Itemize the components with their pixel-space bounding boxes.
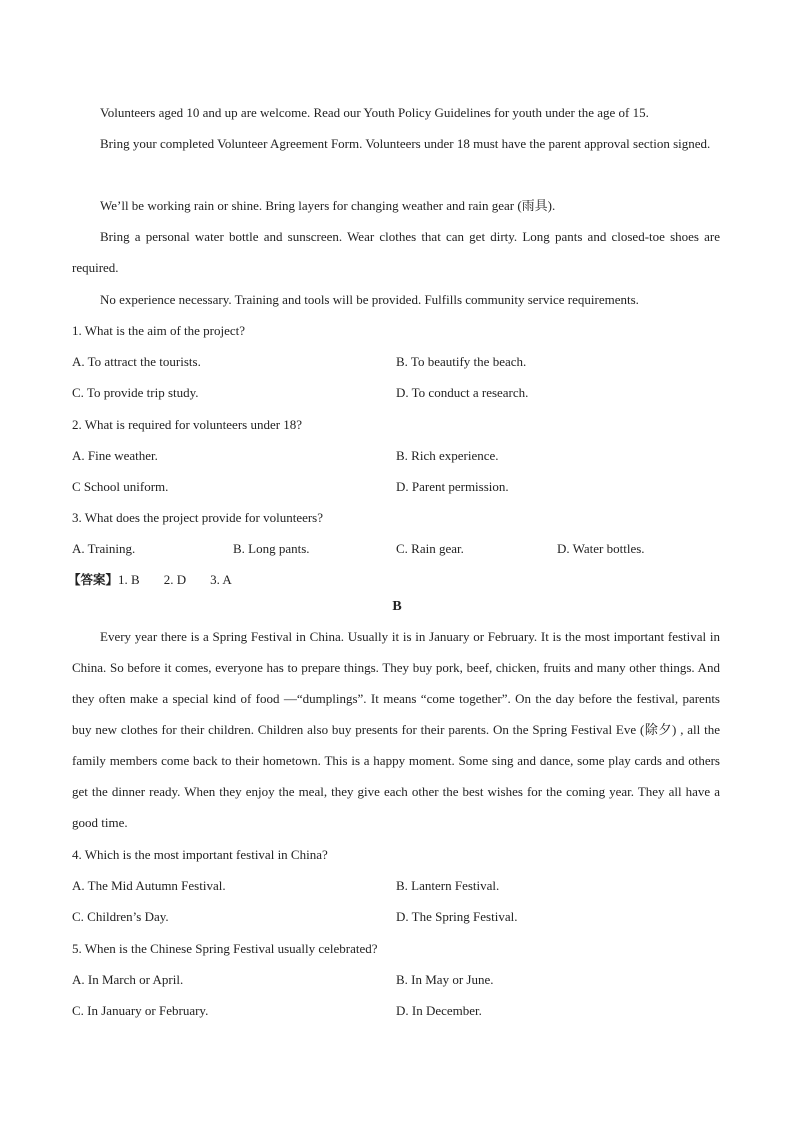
- answer-3: 3. A: [210, 572, 232, 587]
- answer-key: [68, 571, 232, 589]
- question-3-option-a: A. Training.: [72, 541, 136, 556]
- question-1-option-c: C. To provide trip study.: [72, 385, 199, 400]
- question-5-option-c: C. In January or February.: [72, 1003, 209, 1018]
- question-3: 3. What does the project provide for volunteers?: [72, 510, 324, 525]
- question-2-option-b: B. Rich experience.: [396, 448, 499, 463]
- passage-a-paragraph-5: No experience necessary. Training and tools will be provided. Fulfills community service requirements.: [100, 292, 639, 307]
- question-5-option-d: D. In December.: [396, 1003, 482, 1018]
- question-3-option-d: D. Water bottles.: [557, 541, 645, 556]
- question-4-option-c: C. Children’s Day.: [72, 909, 169, 924]
- passage-a-paragraph-1: Volunteers aged 10 and up are welcome. Read our Youth Policy Guidelines for youth under the age of 15.: [100, 105, 649, 120]
- passage-a-paragraph-3: We’ll be working rain or shine. Bring layers for changing weather and rain gear (雨具).: [100, 198, 556, 213]
- question-1-option-b: B. To beautify the beach.: [396, 354, 527, 369]
- question-4-option-a: A. The Mid Autumn Festival.: [72, 878, 226, 893]
- question-3-option-b: B. Long pants.: [233, 541, 310, 556]
- question-1: 1. What is the aim of the project?: [72, 323, 246, 338]
- answer-key-label: 【答案】: [68, 572, 119, 587]
- passage-a-paragraph-4: Bring a personal water bottle and sunscreen. Wear clothes that can get dirty. Long pants and closed-toe shoes are required.: [72, 229, 720, 275]
- answer-2: 2. D: [163, 572, 187, 587]
- question-5: 5. When is the Chinese Spring Festival usually celebrated?: [72, 941, 378, 956]
- question-1-option-a: A. To attract the tourists.: [72, 354, 201, 369]
- question-4-option-b: B. Lantern Festival.: [396, 878, 500, 893]
- question-2-option-a: A. Fine weather.: [72, 448, 158, 463]
- section-b-heading: B: [392, 599, 402, 614]
- question-4-option-d: D. The Spring Festival.: [396, 909, 518, 924]
- passage-a-paragraph-2: Bring your completed Volunteer Agreement Form. Volunteers under 18 must have the parent approval section signed.: [100, 136, 711, 151]
- question-4: 4. Which is the most important festival in China?: [72, 847, 328, 862]
- question-5-option-a: A. In March or April.: [72, 972, 184, 987]
- question-3-option-c: C. Rain gear.: [396, 541, 464, 556]
- answer-1: 1. B: [118, 572, 140, 587]
- question-2-option-d: D. Parent permission.: [396, 479, 509, 494]
- question-2: 2. What is required for volunteers under 18?: [72, 417, 303, 432]
- question-1-option-d: D. To conduct a research.: [396, 385, 529, 400]
- section-b-passage: Every year there is a Spring Festival in China. Usually it is in January or February. It is the most important festival in China. So before it comes, everyone has to prepare things. They buy pork, beef, chicken, fruits and many other things. And they often make a special kind of food —“dumplings”. It means “come together”. On the day before the festival, parents buy new clothes for their children. Children also buy presents for their parents. On the Spring Festival Eve (除夕) , all the family members come back to their hometown. This is a happy moment. Some sing and dance, some play cards and others get the dinner ready. When they enjoy the meal, they give each other the best wishes for the coming year. They all have a good time.: [72, 629, 720, 830]
- question-5-option-b: B. In May or June.: [396, 972, 494, 987]
- question-2-option-c: C School uniform.: [72, 479, 169, 494]
